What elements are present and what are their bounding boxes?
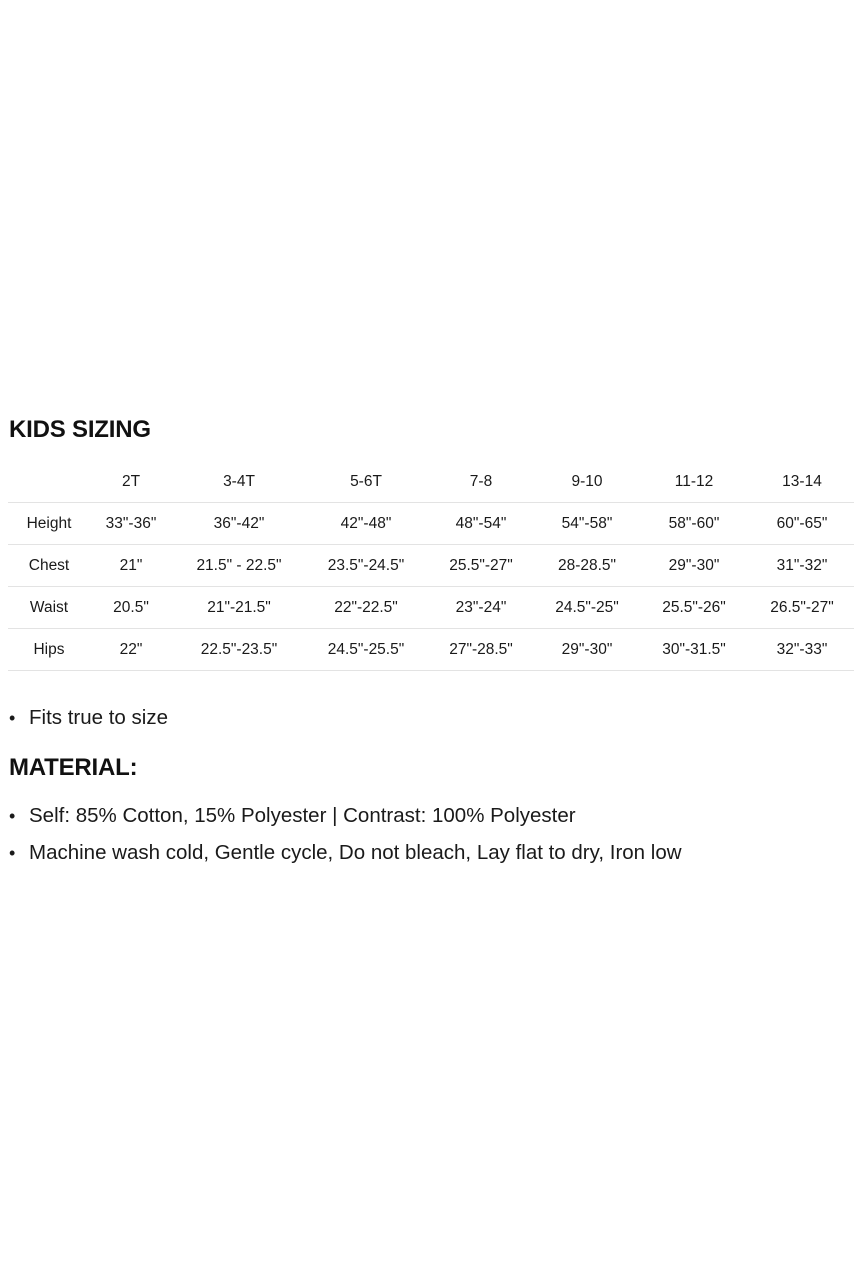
table-cell: 23"-24" <box>426 587 536 629</box>
table-cell: 29"-30" <box>638 545 750 587</box>
bullet-icon: • <box>9 843 16 863</box>
table-cell: 58"-60" <box>638 503 750 545</box>
table-cell: 60"-65" <box>750 503 854 545</box>
table-cell: 36"-42" <box>172 503 306 545</box>
column-header-size: 5-6T <box>306 461 426 503</box>
table-cell: 28-28.5" <box>536 545 638 587</box>
fit-notes-list <box>9 705 168 742</box>
table-row-waist <box>8 587 854 629</box>
size-chart-table <box>8 461 854 671</box>
table-row-hips <box>8 629 854 671</box>
list-item <box>9 803 682 840</box>
table-cell: 31"-32" <box>750 545 854 587</box>
table-row-chest <box>8 545 854 587</box>
table-cell: 21" <box>90 545 172 587</box>
row-label: Waist <box>8 587 90 629</box>
table-cell: 33"-36" <box>90 503 172 545</box>
list-item <box>9 840 682 877</box>
table-cell: 20.5" <box>90 587 172 629</box>
table-cell: 42"-48" <box>306 503 426 545</box>
table-row-height <box>8 503 854 545</box>
table-cell: 25.5"-27" <box>426 545 536 587</box>
column-header-size: 2T <box>90 461 172 503</box>
table-cell: 30"-31.5" <box>638 629 750 671</box>
row-label: Height <box>8 503 90 545</box>
kids-sizing-title: KIDS SIZING <box>9 416 151 443</box>
table-cell: 23.5"-24.5" <box>306 545 426 587</box>
column-header-size: 11-12 <box>638 461 750 503</box>
bullet-icon: • <box>9 708 16 728</box>
column-header-size: 9-10 <box>536 461 638 503</box>
table-cell: 26.5"-27" <box>750 587 854 629</box>
size-header-row <box>8 461 854 503</box>
row-label: Chest <box>8 545 90 587</box>
table-cell: 22"-22.5" <box>306 587 426 629</box>
fit-note-text: Fits true to size <box>29 706 168 729</box>
table-cell: 22.5"-23.5" <box>172 629 306 671</box>
table-cell: 32"-33" <box>750 629 854 671</box>
table-cell: 29"-30" <box>536 629 638 671</box>
table-cell: 27"-28.5" <box>426 629 536 671</box>
care-instructions-text: Machine wash cold, Gentle cycle, Do not bleach, Lay flat to dry, Iron low <box>29 841 682 864</box>
row-label: Hips <box>8 629 90 671</box>
column-header-empty <box>8 461 90 503</box>
table-cell: 22" <box>90 629 172 671</box>
table-cell: 54"-58" <box>536 503 638 545</box>
table-cell: 21"-21.5" <box>172 587 306 629</box>
column-header-size: 13-14 <box>750 461 854 503</box>
material-title: MATERIAL: <box>9 754 138 781</box>
bullet-icon: • <box>9 806 16 826</box>
list-item <box>9 705 168 742</box>
table-cell: 21.5" - 22.5" <box>172 545 306 587</box>
material-list <box>9 803 682 877</box>
table-cell: 24.5"-25.5" <box>306 629 426 671</box>
column-header-size: 7-8 <box>426 461 536 503</box>
column-header-size: 3-4T <box>172 461 306 503</box>
table-cell: 24.5"-25" <box>536 587 638 629</box>
table-cell: 25.5"-26" <box>638 587 750 629</box>
material-composition-text: Self: 85% Cotton, 15% Polyester | Contrast: 100% Polyester <box>29 804 576 827</box>
table-cell: 48"-54" <box>426 503 536 545</box>
